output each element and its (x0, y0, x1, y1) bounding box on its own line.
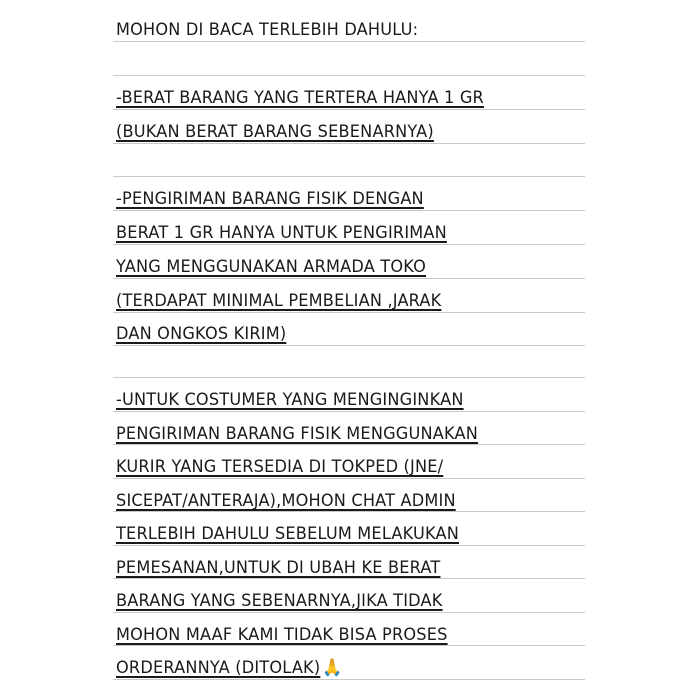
ruled-line (113, 143, 585, 144)
note-line: TERLEBIH DAHULU SEBELUM MELAKUKAN (116, 524, 459, 544)
note-title: MOHON DI BACA TERLEBIH DAHULU: (116, 20, 419, 40)
note-line: (BUKAN BERAT BARANG SEBENARNYA) (116, 122, 434, 142)
ruled-line (113, 377, 585, 378)
note-line: BERAT 1 GR HANYA UNTUK PENGIRIMAN (116, 223, 447, 243)
note-line: ORDERANNYA (DITOLAK) (116, 658, 321, 678)
praying-hands-icon: 🙏 (322, 658, 343, 678)
note-line: MOHON MAAF KAMI TIDAK BISA PROSES (116, 625, 448, 645)
note-line: -BERAT BARANG YANG TERTERA HANYA 1 GR (116, 88, 484, 108)
note-line: KURIR YANG TERSEDIA DI TOKPED (JNE/ (116, 457, 444, 477)
note-line: PEMESANAN,UNTUK DI UBAH KE BERAT (116, 558, 441, 578)
ruled-line (113, 210, 585, 211)
ruled-line (113, 109, 585, 110)
note-line: PENGIRIMAN BARANG FISIK MENGGUNAKAN (116, 424, 479, 444)
ruled-line (113, 75, 585, 76)
ruled-line (113, 244, 585, 245)
ruled-line (113, 411, 585, 412)
ruled-line (113, 478, 585, 479)
ruled-line (113, 312, 585, 313)
ruled-line (113, 278, 585, 279)
ruled-line (113, 345, 585, 346)
note-line: -PENGIRIMAN BARANG FISIK DENGAN (116, 189, 424, 209)
note-line: SICEPAT/ANTERAJA),MOHON CHAT ADMIN (116, 491, 456, 511)
note-line: YANG MENGGUNAKAN ARMADA TOKO (116, 257, 427, 277)
note-last-line (116, 657, 343, 679)
ruled-line (113, 41, 585, 42)
note-line: DAN ONGKOS KIRIM) (116, 324, 287, 344)
note-line: -UNTUK COSTUMER YANG MENGINGINKAN (116, 390, 464, 410)
ruled-line (113, 545, 585, 546)
ruled-line (113, 612, 585, 613)
note-line: BARANG YANG SEBENARNYA,JIKA TIDAK (116, 591, 443, 611)
note-line: (TERDAPAT MINIMAL PEMBELIAN ,JARAK (116, 291, 442, 311)
ruled-line (113, 176, 585, 177)
ruled-line (113, 679, 585, 680)
